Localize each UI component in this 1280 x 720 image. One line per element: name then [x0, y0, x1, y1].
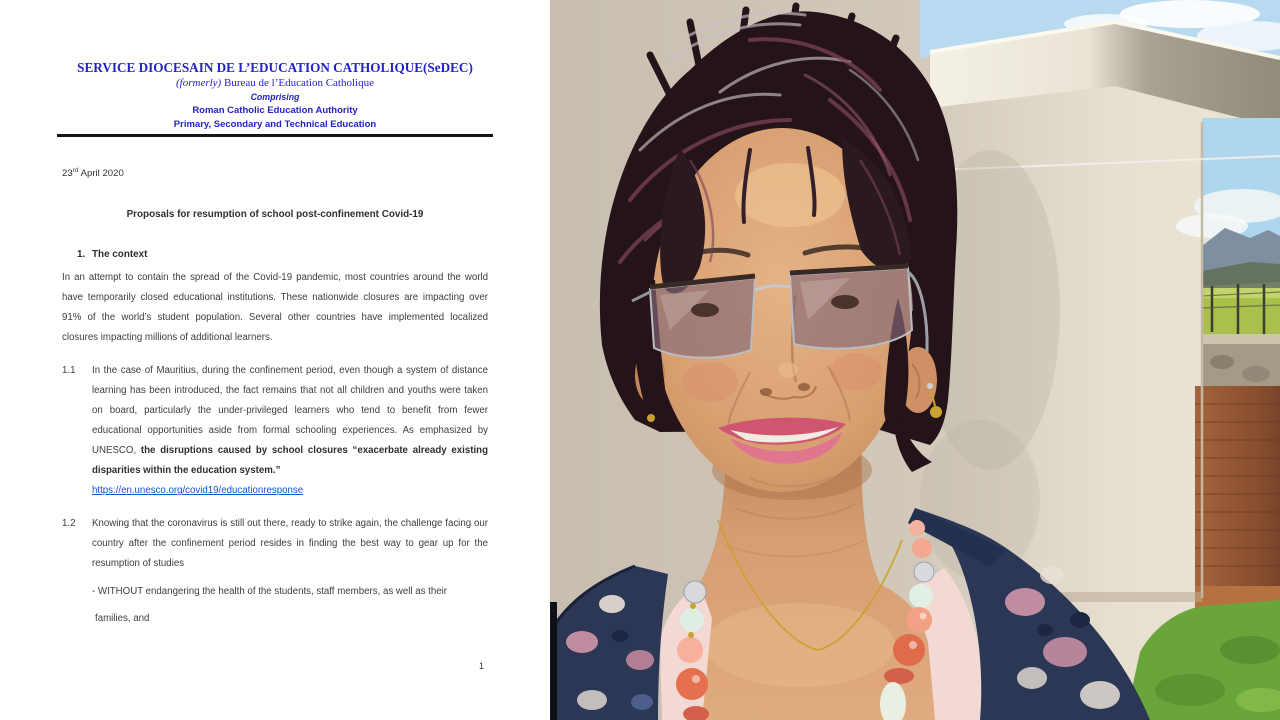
section-item-1-1 — [62, 361, 488, 501]
date-ordinal: rd — [72, 167, 79, 174]
org-former-name — [62, 77, 488, 90]
education-levels-line: Primary, Secondary and Technical Education — [173, 119, 377, 130]
section-heading-context — [62, 248, 488, 261]
document-header — [62, 60, 488, 131]
unesco-response-link[interactable]: https://en.unesco.org/covid19/educationresponse — [92, 485, 304, 497]
org-title: SERVICE DIOCESAIN DE L’EDUCATION CATHOLIQUE(SeDEC) — [77, 60, 473, 75]
document-title: Proposals for resumption of school post-confinement Covid-19 — [126, 209, 424, 221]
portrait-photo-graphic — [550, 0, 1280, 720]
item-1-1-text: In the case of Mauritius, during the confinement period, even though a system of distance learning has been introduced, the fact remains that not all children and youths were taken on board, particularly the under-privileged learners who tend to benefit from fewer educational opportunities aside from formal schooling experiences. As emphasized by UNESCO, — [92, 365, 488, 457]
section-number: 1. — [77, 249, 86, 261]
authority-line: Roman Catholic Education Authority — [192, 105, 358, 116]
section-label: The context — [92, 249, 148, 261]
former-name-text: Bureau de l’Education Catholique — [221, 77, 374, 89]
context-paragraph: In an attempt to contain the spread of the Covid-19 pandemic, most countries around the world have temporarily closed educational institutions. These nationwide closures are impacting over 91% of the world’s student population. Several other countries have implemented localized closures impacting millions of additional learners. — [62, 272, 488, 344]
formerly-label: (formerly) — [176, 77, 222, 89]
item-1-2-families-line: families, and — [95, 613, 150, 625]
page-number: 1 — [479, 661, 485, 671]
item-1-2-dash-line: - WITHOUT endangering the health of the students, staff members, as well as their — [92, 586, 448, 598]
portrait-photo — [550, 0, 1280, 720]
comprising-label: Comprising — [250, 92, 300, 102]
item-1-1-number: 1.1 — [62, 365, 76, 377]
document-page — [0, 0, 550, 720]
item-1-2-number: 1.2 — [62, 518, 76, 530]
date-rest: April 2020 — [78, 168, 124, 180]
item-1-2-text: Knowing that the coronavirus is still out there, ready to strike again, the challenge facing our country after the confinement period resides in finding the best way to gear up for the resumption of studies — [92, 518, 488, 570]
header-divider — [57, 134, 493, 137]
document-date — [62, 164, 488, 180]
section-item-1-2 — [62, 514, 488, 629]
document-content — [62, 0, 488, 629]
date-day: 23 — [62, 168, 73, 180]
item-1-1-quote: the disruptions caused by school closures “exacerbate already existing disparities within the education system.” — [92, 445, 488, 477]
